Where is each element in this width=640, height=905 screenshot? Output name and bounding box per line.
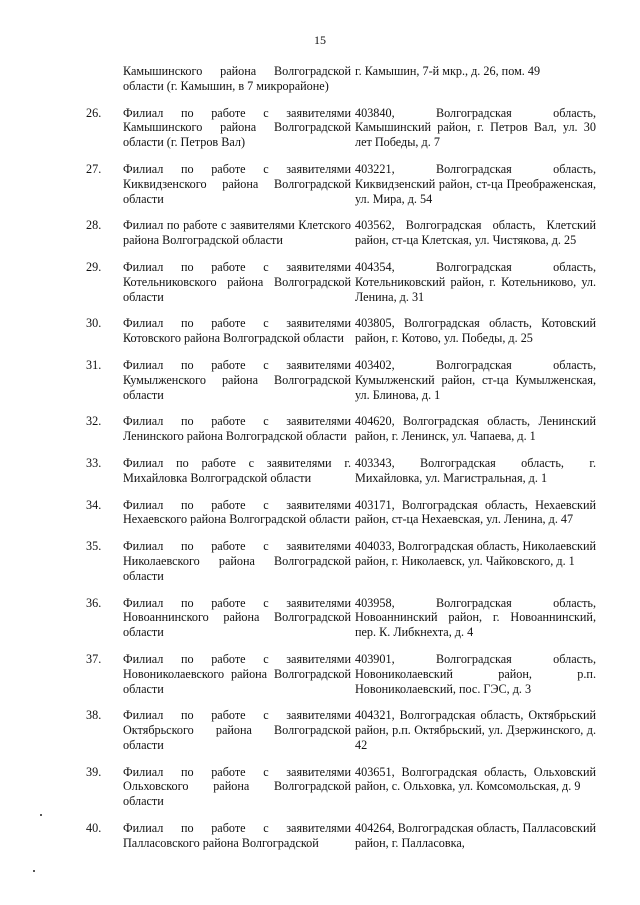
row-number: 38.: [86, 708, 102, 723]
branch-name: Филиал по работе с заявителями Николаевского района Волгоградской области: [123, 539, 351, 583]
branch-name: Филиал по работе с заявителями г. Михайловка Волгоградской области: [123, 455, 351, 485]
table-row: [86, 498, 596, 528]
branch-address: 404620, Волгоградская область, Ленинский район, г. Ленинск, ул. Чапаева, д. 1: [355, 414, 596, 444]
row-number: 39.: [86, 764, 102, 779]
branch-name: Филиал по работе с заявителями Новониколаевского района Волгоградской области: [123, 651, 351, 696]
table-row: [86, 316, 596, 346]
row-number: 35.: [86, 539, 102, 554]
branch-address: 403805, Волгоградская область, Котовский район, г. Котово, ул. Победы, д. 25: [355, 316, 596, 346]
table-row: [86, 358, 596, 402]
table-row: [86, 821, 596, 851]
branch-address: 404321, Волгоградская область, Октябрьский район, р.п. Октябрьский, ул. Дзержинского, д. 42: [355, 708, 596, 752]
branch-name: Филиал по работе с заявителями Котовского района Волгоградской области: [123, 316, 351, 346]
branch-address: 404264, Волгоградская область, Палласовский район, г. Палласовка,: [355, 821, 596, 850]
row-number: 27.: [86, 161, 102, 176]
table-row: [86, 260, 596, 304]
row-number: 29.: [86, 259, 102, 274]
branch-name: Филиал по работе с заявителями Клетского района Волгоградской области: [123, 218, 351, 248]
branch-name: Филиал по работе с заявителями Котельниковского района Волгоградской области: [123, 259, 351, 304]
branch-address: 403651, Волгоградская область, Ольховский район, с. Ольховка, ул. Комсомольская, д. 9: [355, 764, 596, 794]
branch-name: Филиал по работе с заявителями Камышинского района Волгоградской области (г. Петров Вал): [123, 105, 351, 150]
branch-address: 403958, Волгоградская область, Новоаннинский район, г. Новоаннинский, пер. К. Либкнехта, д. 4: [355, 595, 596, 640]
branch-address: 403221, Волгоградская область, Киквидзенский район, ст-ца Преображенская, ул. Мира, д. 54: [355, 161, 596, 206]
scan-speck: [40, 814, 42, 816]
table-row: [86, 106, 596, 150]
branch-address: 403343, Волгоградская область, г. Михайловка, ул. Магистральная, д. 1: [355, 455, 596, 485]
row-number: 34.: [86, 497, 102, 512]
table-row: [86, 456, 596, 486]
branch-name: Филиал по работе с заявителями Киквидзенского района Волгоградской области: [123, 161, 351, 206]
branch-name: Камышинского района Волгоградской области (г. Камышин, в 7 микрорайоне): [123, 64, 351, 93]
table-row: [86, 414, 596, 444]
row-number: 31.: [86, 357, 102, 372]
row-number: 37.: [86, 651, 102, 666]
branch-address: 404354, Волгоградская область, Котельниковский район, г. Котельниково, ул. Ленина, д. 31: [355, 259, 596, 304]
branch-address: 403402, Волгоградская область, Кумылженский район, ст-ца Кумылженская, ул. Блинова, д. 1: [355, 357, 596, 402]
branch-address: 403562, Волгоградская область, Клетский район, ст-ца Клетская, ул. Чистякова, д. 25: [355, 218, 596, 248]
row-number: 36.: [86, 595, 102, 610]
row-number: 26.: [86, 105, 102, 120]
branch-address: 403901, Волгоградская область, Новониколаевский район, р.п. Новониколаевский, пос. ГЭС, д. 3: [355, 651, 596, 696]
branch-name: Филиал по работе с заявителями Палласовского района Волгоградской: [123, 821, 351, 850]
branch-name: Филиал по работе с заявителями Октябрьского района Волгоградской области: [123, 708, 351, 752]
row-number: 33.: [86, 455, 102, 470]
table-row: [86, 765, 596, 809]
branch-address: 403171, Волгоградская область, Нехаевский район, ст-ца Нехаевская, ул. Ленина, д. 47: [355, 497, 596, 527]
branch-name: Филиал по работе с заявителями Ольховского района Волгоградской области: [123, 764, 351, 809]
branch-list: [86, 64, 596, 851]
branch-address: 403840, Волгоградская область, Камышинский район, г. Петров Вал, ул. 30 лет Победы, д. 7: [355, 105, 596, 150]
table-row: [86, 596, 596, 640]
row-number: 30.: [86, 316, 102, 331]
scan-speck: [33, 870, 35, 872]
row-number: 28.: [86, 218, 102, 233]
branch-name: Филиал по работе с заявителями Новоаннинского района Волгоградской области: [123, 595, 351, 640]
row-number: 40.: [86, 821, 102, 836]
branch-name: Филиал по работе с заявителями Ленинского района Волгоградской области: [123, 414, 351, 444]
branch-name: Филиал по работе с заявителями Кумылженского района Волгоградской области: [123, 357, 351, 402]
table-row: [86, 218, 596, 248]
table-row: [86, 64, 596, 94]
branch-address: г. Камышин, 7-й мкр., д. 26, пом. 49: [355, 64, 541, 78]
table-row: [86, 162, 596, 206]
branch-name: Филиал по работе с заявителями Нехаевского района Волгоградской области: [123, 497, 351, 527]
table-row: [86, 708, 596, 752]
branch-address: 404033, Волгоградская область, Николаевский район, г. Николаевск, ул. Чайковского, д. 1: [355, 539, 596, 568]
row-number: 32.: [86, 414, 102, 429]
table-row: [86, 652, 596, 696]
page-number: 15: [314, 33, 326, 47]
table-row: [86, 539, 596, 583]
